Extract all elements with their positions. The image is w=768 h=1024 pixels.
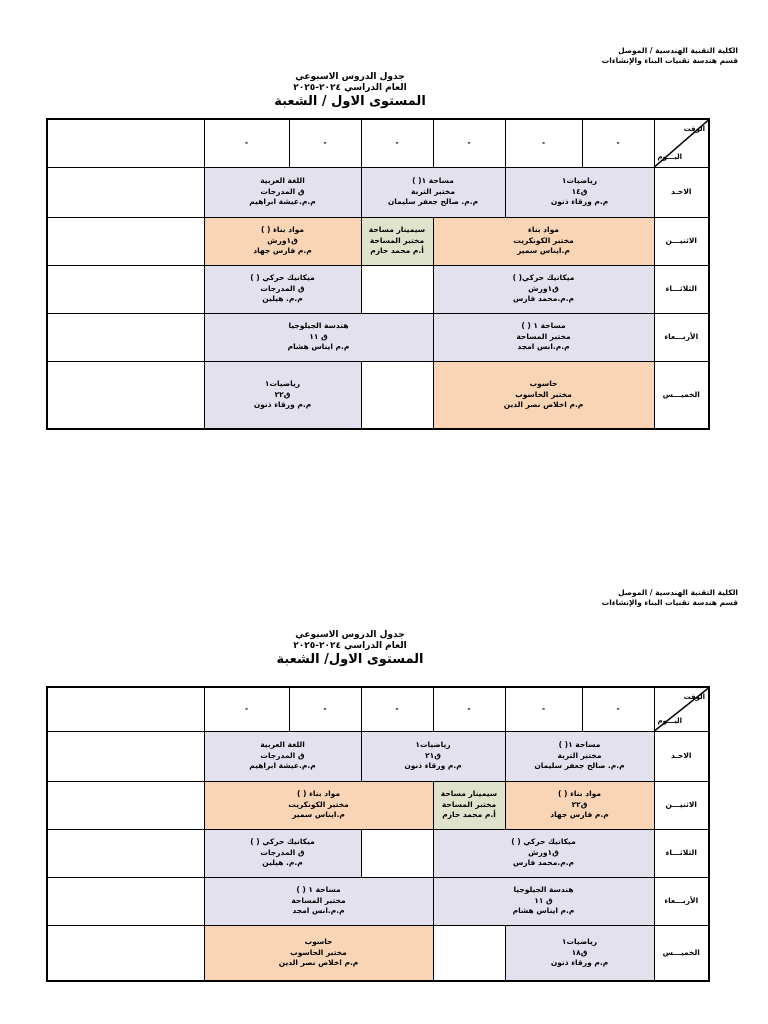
- course-name: مساحة ١ ( ): [296, 885, 341, 895]
- class-cell: [505, 781, 654, 829]
- corner-header-cell: [654, 119, 709, 167]
- room-name: ق١٨: [571, 947, 588, 957]
- instructor-name: م.ايناس سمير: [292, 810, 345, 820]
- title-line: جدول الدروس الاسبوعي: [295, 72, 405, 82]
- institution-name: الكلية التقنية الهندسية / الموصل: [618, 588, 738, 597]
- instructor-name: م.م.انس امجد: [517, 342, 570, 352]
- instructor-name: م.م.محمد فارس: [512, 858, 575, 868]
- room-name: مختبر المساحة: [441, 799, 497, 809]
- day-row: [47, 313, 709, 361]
- class-cell: [204, 361, 361, 429]
- institution-name: الكلية التقنية الهندسية / الموصل: [618, 46, 738, 55]
- room-name: ق المدرجات: [260, 750, 305, 760]
- class-cell: [505, 925, 654, 981]
- schedule-title: [200, 630, 500, 668]
- room-name: ق٢١: [425, 750, 441, 760]
- day-name: الأربـــعاء: [654, 877, 709, 925]
- day-row: [47, 829, 709, 877]
- instructor-name: م.م اخلاص نصر الدين: [278, 958, 359, 967]
- course-name: ميكانيك حركي ( ): [511, 837, 576, 847]
- time-slot-header: -: [505, 119, 582, 167]
- instructor-name: م.م ورقاء ذنون: [253, 400, 312, 409]
- instructor-name: م.ايناس سمير: [517, 246, 570, 256]
- time-slot-header: -: [582, 119, 654, 167]
- class-cell: [505, 731, 654, 781]
- instructor-name: م.م ايناس هشام: [287, 342, 350, 352]
- room-name: ق ١١: [534, 895, 553, 905]
- institution-header: [602, 46, 738, 66]
- room-name: ق١ورش: [528, 283, 559, 293]
- instructor-name: م.م.محمد فارس: [512, 294, 575, 304]
- class-cell: [204, 877, 433, 925]
- day-name: الاحـد: [654, 731, 709, 781]
- schedule-table: [46, 118, 710, 430]
- class-cell: [204, 731, 361, 781]
- header-row: [47, 687, 709, 731]
- class-cell: [433, 781, 505, 829]
- class-cell: [204, 217, 361, 265]
- room-name: مختبر المساحة: [369, 235, 425, 245]
- room-name: ق٢٢: [274, 389, 291, 399]
- course-name: ميكانيك حركي ( ): [250, 837, 315, 847]
- instructor-name: م.م ورقاء ذنون: [404, 761, 462, 771]
- empty-cell: [47, 781, 204, 829]
- class-cell: [361, 217, 433, 265]
- time-slot-header: -: [361, 119, 433, 167]
- day-row: [47, 877, 709, 925]
- class-cell: [204, 781, 433, 829]
- time-slot-header: -: [204, 119, 289, 167]
- day-row: [47, 167, 709, 217]
- instructor-name: م.م. هيلين: [262, 294, 303, 304]
- time-slot-header: -: [289, 687, 361, 731]
- class-cell: [204, 313, 433, 361]
- level-section: المستوى الاول / الشعبة: [274, 94, 426, 109]
- course-name: اللغة العربية: [260, 176, 305, 186]
- course-name: ميكانيك حركي( ): [512, 273, 575, 283]
- course-name: مساحة ١ ( ): [521, 321, 566, 331]
- empty-cell: [47, 877, 204, 925]
- instructor-name: م.م فارس جهاد: [253, 246, 312, 256]
- class-cell: [204, 265, 361, 313]
- instructor-name: أ.م محمد حازم: [370, 246, 424, 256]
- course-name: مواد بناء ( ): [558, 789, 601, 799]
- schedule-title: [200, 72, 500, 110]
- header-empty-cell: [47, 687, 204, 731]
- day-row: [47, 217, 709, 265]
- class-cell: [204, 167, 361, 217]
- room-name: مختبر المساحة: [516, 331, 571, 341]
- day-row: [47, 781, 709, 829]
- empty-cell: [361, 265, 433, 313]
- time-slot-header: -: [289, 119, 361, 167]
- instructor-name: م.م.انس امجد: [292, 906, 345, 916]
- header-row: [47, 119, 709, 167]
- academic-year: العام الدراسي ٢٠٢٤-٢٠٢٥: [293, 83, 407, 93]
- schedule-table: [46, 686, 710, 982]
- course-name: اللغة العربية: [260, 740, 305, 750]
- course-name: سيمينار مساحة: [368, 225, 426, 235]
- header-empty-cell: [47, 119, 204, 167]
- room-name: ق١٤: [571, 186, 588, 196]
- course-name: سيمينار مساحة: [440, 789, 498, 799]
- time-slot-header: -: [582, 687, 654, 731]
- instructor-name: أ.م محمد حازم: [442, 810, 496, 820]
- time-slot-header: -: [361, 687, 433, 731]
- instructor-name: م.م.عيشة ابراهيم: [249, 197, 316, 207]
- empty-cell: [47, 731, 204, 781]
- day-row: [47, 361, 709, 429]
- instructor-name: م.م.عيشة ابراهيم: [249, 761, 316, 771]
- course-name: رياضيات١: [561, 176, 598, 186]
- class-cell: [433, 313, 654, 361]
- course-name: حاسوب: [529, 379, 558, 388]
- title-line: جدول الدروس الاسبوعي: [295, 630, 405, 640]
- empty-cell: [47, 829, 204, 877]
- day-row: [47, 265, 709, 313]
- day-name: الأربـــعاء: [654, 313, 709, 361]
- empty-cell: [47, 265, 204, 313]
- instructor-name: م.م ايناس هشام: [512, 906, 575, 916]
- time-label: الوقت: [683, 693, 705, 701]
- day-name: الاحـد: [654, 167, 709, 217]
- class-cell: [361, 167, 505, 217]
- course-name: هندسة الجيلوجيا: [288, 321, 349, 331]
- room-name: مختبر الحاسوب: [515, 389, 572, 399]
- course-name: مساحة ١( ): [412, 176, 454, 186]
- course-name: مواد بناء ( ): [261, 225, 304, 235]
- day-label: اليـــوم: [657, 153, 683, 161]
- department-name: قسم هندسة تقنيات البناء والإنشاءات: [601, 598, 738, 607]
- course-name: رياضيات١: [561, 937, 598, 946]
- day-label: اليـــوم: [657, 717, 683, 725]
- class-cell: [204, 829, 361, 877]
- course-name: مواد بناء ( ): [297, 789, 340, 799]
- room-name: مختبر الحاسوب: [290, 947, 347, 957]
- class-cell: [361, 731, 505, 781]
- class-cell: [433, 265, 654, 313]
- time-slot-header: -: [204, 687, 289, 731]
- course-name: حاسوب: [304, 937, 333, 946]
- day-name: الاثنيـــن: [654, 217, 709, 265]
- day-name: الخميـــس: [654, 925, 709, 981]
- room-name: ق المدرجات: [260, 283, 305, 293]
- time-label: الوقت: [683, 125, 705, 133]
- empty-cell: [47, 217, 204, 265]
- room-name: ق المدرجات: [260, 186, 305, 196]
- academic-year: العام الدراسي ٢٠٢٤-٢٠٢٥: [293, 641, 407, 651]
- day-name: الثلاثـــاء: [654, 829, 709, 877]
- room-name: مختبر التربة: [557, 750, 602, 760]
- corner-header-cell: [654, 687, 709, 731]
- time-slot-header: -: [433, 687, 505, 731]
- course-name: هندسة الجيلوجيا: [513, 885, 574, 895]
- time-slot-header: -: [505, 687, 582, 731]
- course-name: رياضيات١: [264, 379, 301, 388]
- course-name: مواد بناء: [528, 225, 559, 235]
- room-name: مختبر الكونكريت: [513, 235, 574, 245]
- day-name: الثلاثـــاء: [654, 265, 709, 313]
- course-name: رياضيات١: [415, 740, 451, 750]
- empty-cell: [47, 361, 204, 429]
- class-cell: [505, 167, 654, 217]
- class-cell: [204, 925, 433, 981]
- room-name: مختبر المساحة: [291, 895, 346, 905]
- department-name: قسم هندسة تقنيات البناء والإنشاءات: [601, 56, 738, 65]
- day-row: [47, 925, 709, 981]
- instructor-name: م.م ورقاء ذنون: [550, 958, 609, 967]
- room-name: مختبر التربة: [411, 186, 455, 196]
- empty-cell: [47, 313, 204, 361]
- room-name: مختبر الكونكريت: [288, 799, 349, 809]
- instructor-name: م.م فارس جهاد: [550, 810, 609, 820]
- instructor-name: م.م. صالح جعفر سليمان: [534, 761, 625, 771]
- room-name: ق٢٢: [571, 799, 588, 809]
- instructor-name: م.م ورقاء ذنون: [550, 197, 609, 207]
- day-name: الخميـــس: [654, 361, 709, 429]
- instructor-name: م.م. صالح جعفر سليمان: [387, 197, 479, 207]
- empty-cell: [47, 925, 204, 981]
- day-name: الاثنيـــن: [654, 781, 709, 829]
- instructor-name: م.م. هيلين: [262, 858, 303, 868]
- course-name: ميكانيك حركي ( ): [250, 273, 315, 283]
- level-section: المستوى الاول/ الشعبة: [276, 652, 424, 667]
- class-cell: [433, 217, 654, 265]
- institution-header: [602, 588, 738, 608]
- empty-cell: [433, 925, 505, 981]
- room-name: ق١ورش: [528, 847, 559, 857]
- room-name: ق المدرجات: [260, 847, 305, 857]
- day-row: [47, 731, 709, 781]
- room-name: ق١ورش: [267, 235, 298, 245]
- time-slot-header: -: [433, 119, 505, 167]
- room-name: ق ١١: [309, 331, 328, 341]
- empty-cell: [361, 361, 433, 429]
- class-cell: [433, 829, 654, 877]
- instructor-name: م.م اخلاص نصر الدين: [503, 400, 584, 409]
- class-cell: [433, 361, 654, 429]
- class-cell: [433, 877, 654, 925]
- empty-cell: [361, 829, 433, 877]
- course-name: مساحة ١( ): [558, 740, 601, 750]
- empty-cell: [47, 167, 204, 217]
